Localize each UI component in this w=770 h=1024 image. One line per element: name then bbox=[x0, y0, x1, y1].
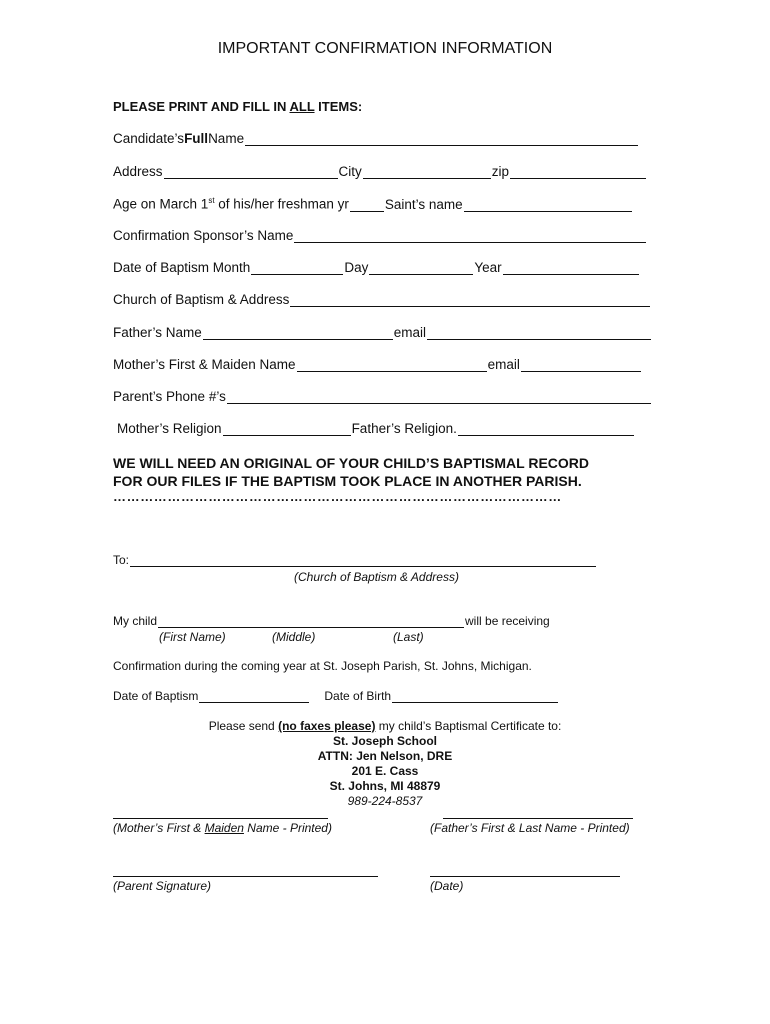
mother-email-label: email bbox=[487, 357, 520, 372]
parent-signature-field[interactable] bbox=[113, 876, 378, 877]
sponsor-row bbox=[113, 228, 647, 243]
address-line-4: St. Johns, MI 48879 bbox=[329, 779, 441, 793]
mother-name-field[interactable] bbox=[297, 359, 487, 372]
to-field[interactable] bbox=[130, 554, 596, 567]
date-of-baptism-field[interactable] bbox=[199, 690, 309, 703]
page-title: IMPORTANT CONFIRMATION INFORMATION bbox=[217, 40, 553, 57]
father-religion-field[interactable] bbox=[458, 423, 634, 436]
first-name-caption: (First Name) bbox=[159, 630, 226, 644]
mother-email-field[interactable] bbox=[521, 359, 641, 372]
candidate-label-full: Full bbox=[184, 131, 209, 146]
father-name-field[interactable] bbox=[203, 327, 393, 340]
baptism-day-field[interactable] bbox=[369, 262, 473, 275]
sponsor-name-field[interactable] bbox=[294, 230, 646, 243]
address-row bbox=[113, 164, 647, 179]
father-email-field[interactable] bbox=[427, 327, 651, 340]
age-label-sup: st bbox=[208, 196, 215, 205]
last-caption: (Last) bbox=[393, 630, 424, 644]
please-send-a: Please send bbox=[208, 719, 279, 733]
instructions-prefix: PLEASE PRINT AND FILL IN bbox=[113, 99, 290, 114]
instructions-suffix: ITEMS: bbox=[314, 99, 363, 114]
mother-caption-a: (Mother’s First & bbox=[113, 821, 205, 835]
date-of-birth-label: Date of Birth bbox=[324, 689, 392, 703]
date-of-birth-field[interactable] bbox=[392, 690, 558, 703]
baptism-date-row bbox=[113, 260, 640, 275]
address-line-2: ATTN: Jen Nelson, DRE bbox=[317, 749, 453, 763]
religion-row bbox=[117, 421, 635, 436]
age-label-a: Age on March 1 bbox=[113, 196, 209, 212]
my-child-row bbox=[113, 614, 550, 628]
mother-row bbox=[113, 357, 642, 372]
city-field[interactable] bbox=[363, 166, 491, 179]
baptism-month-label: Date of Baptism Month bbox=[113, 260, 251, 275]
address-label: Address bbox=[113, 164, 163, 179]
sponsor-label: Confirmation Sponsor’s Name bbox=[113, 228, 294, 243]
will-receive-label: will be receiving bbox=[465, 614, 550, 628]
dates-row bbox=[113, 689, 559, 703]
confirmation-line: Confirmation during the coming year at St. Joseph Parish, St. Johns, Michigan. bbox=[113, 659, 532, 673]
baptism-month-field[interactable] bbox=[251, 262, 343, 275]
date-of-baptism-label: Date of Baptism bbox=[113, 689, 199, 703]
baptism-year-field[interactable] bbox=[503, 262, 639, 275]
address-line-1: St. Joseph School bbox=[332, 734, 437, 748]
child-name-field[interactable] bbox=[158, 615, 464, 628]
notice-line-2: FOR OUR FILES IF THE BAPTISM TOOK PLACE IN ANOTHER PARISH. bbox=[113, 473, 582, 489]
phone-row bbox=[113, 389, 652, 404]
instructions-emphasis: ALL bbox=[289, 99, 315, 114]
mother-religion-field[interactable] bbox=[223, 423, 351, 436]
father-row bbox=[113, 325, 652, 340]
church-row bbox=[113, 292, 651, 307]
year-label: Year bbox=[474, 260, 502, 275]
mother-religion-label: Mother’s Religion bbox=[117, 421, 222, 436]
zip-label: zip bbox=[491, 164, 510, 179]
my-child-label: My child bbox=[113, 614, 158, 628]
parent-signature-caption: (Parent Signature) bbox=[113, 879, 212, 893]
age-field[interactable] bbox=[350, 199, 384, 212]
to-row bbox=[113, 553, 597, 567]
father-email-label: email bbox=[393, 325, 427, 340]
instructions bbox=[113, 99, 362, 114]
middle-caption: (Middle) bbox=[272, 630, 316, 644]
candidate-name-field[interactable] bbox=[245, 133, 638, 146]
father-printed-name-field[interactable] bbox=[443, 818, 633, 819]
mother-name-label: Mother’s First & Maiden Name bbox=[113, 357, 296, 372]
mother-printed-caption bbox=[113, 821, 332, 835]
mother-caption-maiden: Maiden bbox=[204, 821, 244, 835]
church-field[interactable] bbox=[290, 294, 650, 307]
mother-printed-name-field[interactable] bbox=[113, 818, 328, 819]
age-label bbox=[113, 196, 349, 212]
father-name-label: Father’s Name bbox=[113, 325, 202, 340]
candidate-name-row bbox=[113, 131, 639, 146]
saint-label: Saint’s name bbox=[384, 196, 463, 212]
church-label: Church of Baptism & Address bbox=[113, 292, 290, 307]
no-faxes: (no faxes please) bbox=[278, 719, 376, 733]
address-field[interactable] bbox=[164, 166, 338, 179]
saint-name-field[interactable] bbox=[464, 199, 632, 212]
to-caption: (Church of Baptism & Address) bbox=[294, 570, 459, 584]
age-row bbox=[113, 196, 633, 212]
please-send-line bbox=[0, 719, 770, 733]
day-label: Day bbox=[344, 260, 369, 275]
phone-label: Parent’s Phone #’s bbox=[113, 389, 226, 404]
father-religion-label: Father’s Religion. bbox=[351, 421, 457, 436]
phone-field[interactable] bbox=[227, 391, 651, 404]
dotted-separator: ……………………………………………………………………………………… bbox=[113, 489, 562, 504]
age-label-b: of his/her freshman yr bbox=[214, 196, 349, 212]
address-line-3: 201 E. Cass bbox=[351, 764, 419, 778]
date-signed-field[interactable] bbox=[430, 876, 620, 877]
candidate-label-name: Name bbox=[208, 131, 245, 146]
father-printed-caption: (Father’s First & Last Name - Printed) bbox=[430, 821, 630, 835]
city-label: City bbox=[338, 164, 362, 179]
candidate-label: Candidate’s bbox=[113, 131, 185, 146]
date-caption: (Date) bbox=[430, 879, 464, 893]
zip-field[interactable] bbox=[510, 166, 646, 179]
please-send-c: my child’s Baptismal Certificate to: bbox=[375, 719, 562, 733]
mother-caption-c: Name - Printed) bbox=[243, 821, 332, 835]
contact-phone: 989-224-8537 bbox=[347, 794, 423, 808]
notice-line-1: WE WILL NEED AN ORIGINAL OF YOUR CHILD’S BAPTISMAL RECORD bbox=[113, 455, 590, 471]
to-label: To: bbox=[113, 553, 130, 567]
